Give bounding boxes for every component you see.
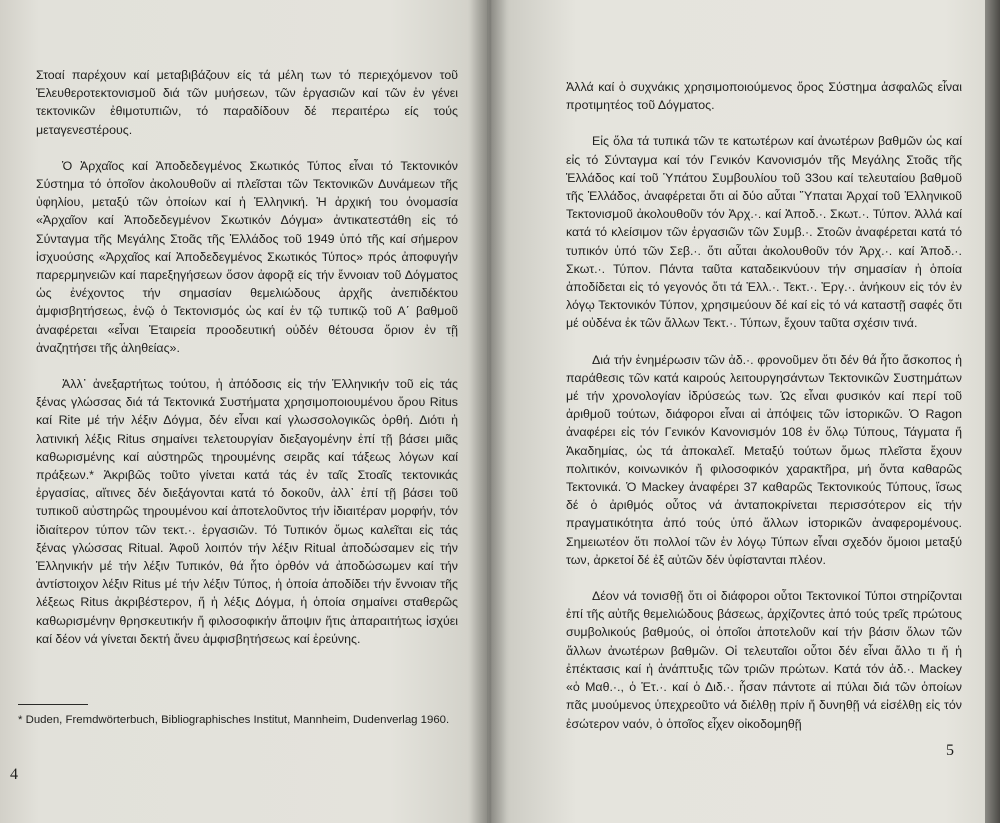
page-edge (985, 0, 1000, 823)
right-page-body (566, 78, 962, 751)
right-paragraph-1: Ἀλλά καί ὁ συχνάκις χρησιμοποιούμενος ὅρος Σύστημα ἀσφαλῶς εἶναι προτιμητέος τοῦ Δόγματος. (566, 80, 962, 113)
left-page (0, 0, 487, 823)
right-paragraph-3: Διά τήν ἐνημέρωσιν τῶν ἀδ.·. φρονοῦμεν ὅτι δέν θά ἦτο ἄσκοπος ἡ παράθεσις τῶν κατά καιρούς λειτουργησάντων Τεκτονικῶν Συστημάτων μέ τήν χρονολογίαν ἱδρύσεώς των. Ὡς εἶναι φυσικόν καί περί τοῦ ἀριθμοῦ τούτων, διάφοροι εἶναι αἱ ἀπόψεις τῶν ἱστορικῶν. Ὁ Ragon ἀναφέρει εἰς τόν Γενικόν Κανονισμόν 108 ἐν ὅλῳ Τύπους, Τάγματα ἤ Ἀκαδημίας, ὡς τά ἀποκαλεῖ. Μεταξύ τούτων ὅμως πλεῖστα ἔχουν πολιτικόν, κοινωνικόν ἤ φιλοσοφικόν χαρακτῆρα, μή ὄντα καθαρῶς Τεκτονικά. Ὁ Mackey ἀναφέρει 37 καθαρῶς Τεκτονικούς Τύπους, ἴσως δέ ὁ ἀριθμός οὗτος νά ἀνταποκρίνεται περισσότερον εἰς τήν πραγματικότητα ἀπό τούς ὑπό ἄλλων ἱστορικῶν ἀναφερομένους. Σημειωτέον ὅτι πολλοί τῶν ἐν λόγῳ Τύπων εἶναι σχεδόν ὅμοιοι μεταξύ των, ἀρκετοί δέ ἐξ αὐτῶν δέν ὑφίστανται πλέον. (566, 352, 962, 567)
left-paragraph-2: Ὁ Ἀρχαῖος καί Ἀποδεδεγμένος Σκωτικός Τύπος εἶναι τό Τεκτονικόν Σύστημα τό ὁποῖον ἀκολουθοῦν αἱ πλεῖσται τῶν Τεκτονικῶν Δυνάμεων τῆς ὑφηλίου, μεταξύ τῶν ὁποίων καί ἡ Ἑλληνική. Ἡ ἀρχική του ὀνομασία «Ἀρχαῖον καί Ἀποδεδεγμένον Σκωτικόν Δόγμα» ἀντικατεστάθη εἰς τό Σύνταγμα τῆς Μεγάλης Στοᾶς τῆς Ἑλλάδος τοῦ 1949 ὑπό τῆς καί σήμερον ἰσχυούσης «Ἀρχαῖος καί Ἀποδεδεγμένος Σκωτικός Τύπος» πρός ἀποφυγήν παρερμηνειῶν καί παρεξηγήσεων ὅσον ἀφορᾷ είς τήν ἔννοιαν τοῦ Δόγματος ὡς ἐνέχοντος τήν σημασίαν θεμελιώδους ἀρχῆς ἀνεπιδέκτου ἀμφισβητήσεως, ἐνῷ ὁ Τεκτονισμός ὡς καί ἐν τῷ τυπικῷ τοῦ Α΄ βαθμοῦ ἀναφέρεται «εἶναι Ἑταιρεία προοδευτική οὐδέν θέτουσα ὅριον ἐν τῇ ἀναζητήσει τῆς ἀληθείας». (36, 158, 458, 355)
right-paragraph-4: Δέον νά τονισθῇ ὅτι οἱ διάφοροι οὗτοι Τεκτονικοί Τύποι στηρίζονται ἐπί τῆς αὐτῆς θεμελιώδους βάσεως, ἀρχίζοντες ἀπό τούς τρεῖς πρώτους συμβολικούς βαθμούς, οἱ ὁποῖοι ἀποτελοῦν καί τήν βάσιν ὅλων τῶν ἄλλων ἀνωτέρων βαθμῶν. Οἱ τελευταῖοι οὗτοι δέν εἶναι ἄλλο τι ἤ ἡ ἐπέκτασις καί ἡ ἀνάπτυξις τῶν τριῶν πρώτων. Κατά τόν ἀδ.·. Mackey «ὁ Μαθ.·., ὁ Ἑτ.·. καί ὁ Διδ.·. ἦσαν πάντοτε αἱ πύλαι διά τῶν ὁποίων πᾶς μυούμενος ὑπεχρεοῦτο νά διέλθῃ πρίν ἤ δυνηθῇ νά εἰσέλθῃ εἰς τόν ἐσώτερον ναόν, ὁ ὁποῖος εἶχεν οἰκοδομηθῇ (566, 589, 962, 731)
left-paragraph-3: Ἀλλ᾽ ἀνεξαρτήτως τούτου, ἡ ἀπόδοσις εἰς τήν Ἑλληνικήν τοῦ εἰς τάς ξένας γλώσσας διά τά Τεκτονικά Συστήματα χρησιμοποιουμένου ὅρου Ritus καί Rite μέ τήν λέξιν Δόγμα, δέν εἶναι καί γλωσσολογικῶς ὀρθή. Διότι ἡ λατινική λέξις Ritus σημαίνει τελετουργίαν διεξαγομένην ἐπί τῇ βάσει μιᾶς καθωρισμένης καί αὐστηρῶς τηρουμένης σειρᾶς καί τάξεως λόγων καί πράξεων.* Ἀκριβῶς τοῦτο γίνεται κατά τάς ἐν ταῖς Στοαῖς τεκτονικάς ἐργασίας, αἵτινες δέν διεξάγονται κατά τό δοκοῦν, ἀλλ᾽ ἐπί τῇ βάσει τοῦ τυπικοῦ αὐστηρῶς τηρουμένου καί ἀποτελοῦντος τήν ἰδιαιτέραν μορφήν, τόν ἰδιαίτερον τύπον τῶν τεκτ.·. ἐργασιῶν. Τό Τυπικόν ὅμως καλεῖται εἰς τάς ξένας γλώσσας Ritual. Ἀφοῦ λοιπόν τήν λέξιν Ritual ἀποδώσαμεν εἰς τήν Ἑλληνικήν μέ τήν λέξιν Τυπικόν, θά ἦτο ὀρθόν νά ἀποδώσωμεν καί τήν ἀντίστοιχον λέξιν Ritus μέ τήν λέξιν Τύπος, ἡ ὁποία ἀποδίδει τήν ἔννοιαν τῆς λέξεως Ritus ἀκριβέστερον, ἤ ἡ λέξις Δόγμα, ἡ ὁποία σημαίνει σταθερῶς καθωρισμένην θρησκευτικήν ἤ φιλοσοφικήν ἄποψιν ἥτις ἀπαραιτήτως ἰσχύει καί δέον νά γίνεται δεκτή ἄνευ ἀμφισβητήσεως καί ἐρεύνης. (36, 377, 458, 646)
page-number-right: 5 (946, 742, 954, 759)
left-paragraph-1: Στοαί παρέχουν καί μεταβιβάζουν είς τά μέλη των τό περιεχόμενον τοῦ Ἐλευθεροτεκτονισμοῦ διά τῶν μυήσεων, τῶν ἐργασιῶν καί τῶν ἐν γένει τεκτονικῶν ἐθιμοτυπιῶν, τό παραδίδουν δέ περαιτέρω είς τούς μεταγενεστέρους. (36, 68, 458, 137)
footnote: * Duden, Fremdwörterbuch, Bibliographisches Institut, Mannheim, Dudenverlag 1960. (18, 714, 450, 726)
left-page-body (36, 66, 458, 666)
page-number-left: 4 (10, 766, 18, 783)
right-page (487, 0, 985, 823)
footnote-rule (18, 704, 88, 705)
right-paragraph-2: Εἰς ὅλα τά τυπικά τῶν τε κατωτέρων καί ἀνωτέρων βαθμῶν ὡς καί εἰς τό Σύνταγμα καί τόν Γενικόν Κανονισμόν τῆς Μεγάλης Στοᾶς τῆς Ἑλλάδος καί τοῦ Ὑπάτου Συμβουλίου τοῦ 33ου καί τελευταίου βαθμοῦ τῆς Ἑλλάδος, ἀναφέρεται ὅτι αἱ δύο αὗται Ὕπαται Ἀρχαί τοῦ Ἑλληνικοῦ Τεκτονισμοῦ ἀκολουθοῦν τόν Ἀρχ.·. καί Ἀποδ.·. Σκωτ.·. Τύπον. Ἀλλά καί κατά τό κλείσιμον τῶν ἐργασιῶν τῶν Συμβ.·. Στοῶν ἀναφέρεται κατά τό τυπικόν ὑπό τῶν Σεβ.·. ὅτι αὗται ἀκολουθοῦν τόν Ἀρχ.·. καί Ἀποδ.·. Σκωτ.·. Τύπον. Πάντα ταῦτα καταδεικνύουν τήν σημασίαν ἡ ὁποία ἀποδίδεται εἰς τό γεγονός ὅτι τά Ἑλλ.·. Τεκτ.·. Ἐργ.·. ἀνήκουν εἰς τόν ἐν λόγῳ Τεκτονικόν Τύπον, χρησιμεύουν δέ καί εἰς τό νά καταστῇ σαφές ὅτι μέ οὐδένα ἐκ τῶν ἄλλων Τεκτ.·. Τύπων, ἔχουν ταῦτα σχέσιν τινά. (566, 134, 962, 331)
